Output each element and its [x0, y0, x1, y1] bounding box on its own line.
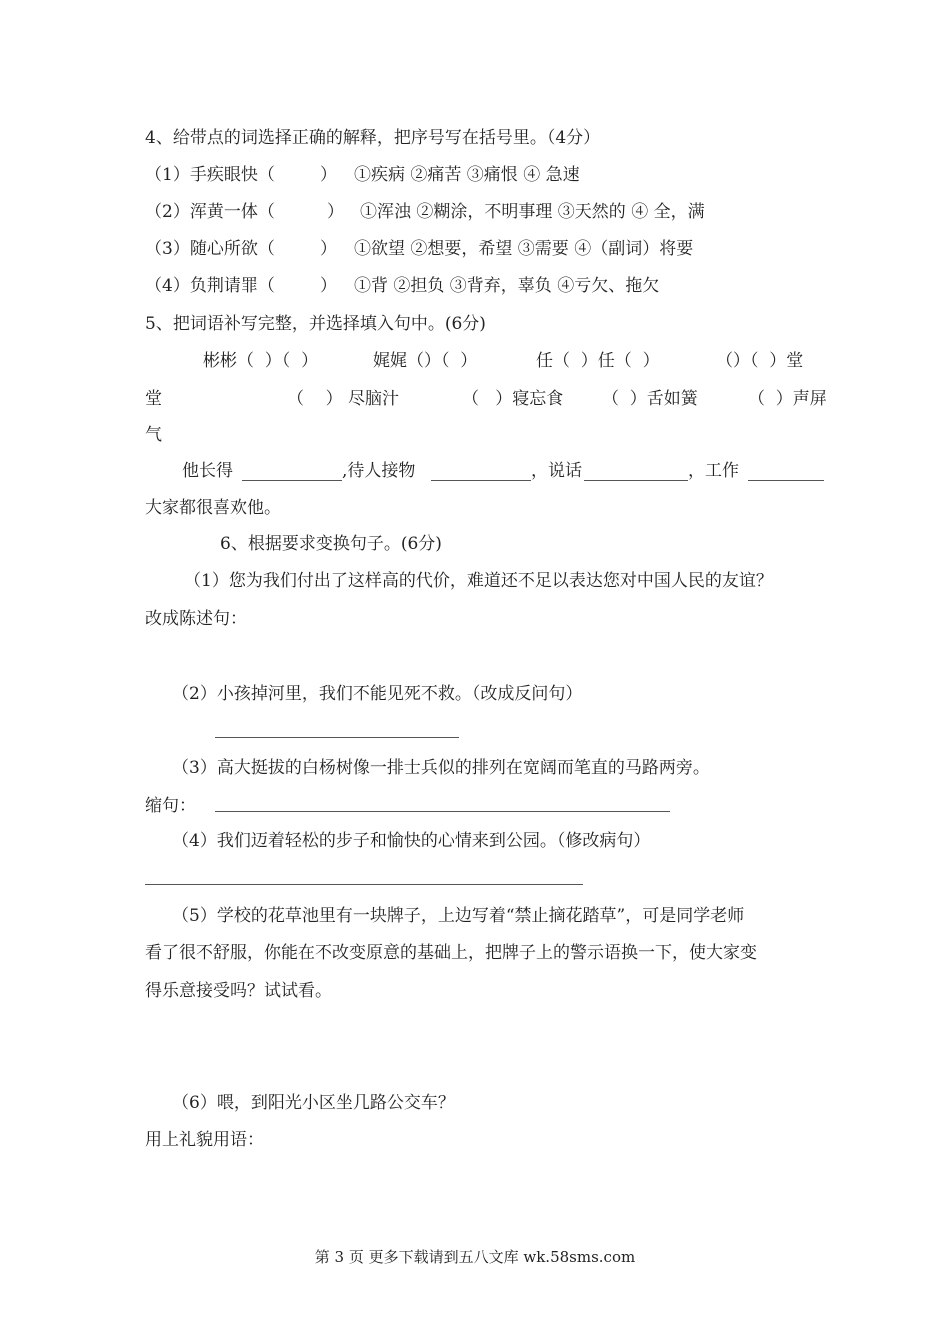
- q4-item-2-word: （2）浑黄一体（: [145, 202, 275, 222]
- q6-title: 6、根据要求变换句子。(6分): [220, 534, 442, 554]
- q6-s5-line-2: 看了很不舒服，你能在不改变原意的基础上，把牌子上的警示语换一下，使大家变: [145, 943, 757, 963]
- q5-word-2: 娓娓（）（ ）: [373, 351, 478, 371]
- q4-item-2-options: ①浑浊 ②糊涂，不明事理 ③天然的 ④ 全，满: [360, 202, 705, 222]
- q6-s2-answer-line[interactable]: [215, 737, 459, 738]
- q4-item-4-word: （4）负荆请罪（: [145, 276, 275, 296]
- q5-sentence-part-2: ,待人接物: [342, 461, 416, 481]
- q5-word-1: 彬彬（ ）（ ）: [203, 351, 319, 371]
- q6-s2: （2）小孩掉河里，我们不能见死不救。（改成反问句）: [172, 684, 583, 704]
- q5-title: 5、把词语补写完整，并选择填入句中。(6分): [145, 314, 486, 334]
- q5-sentence-part-4: ，工作: [688, 461, 739, 481]
- q6-s3-answer-line[interactable]: [215, 811, 670, 812]
- q5-blank-2[interactable]: [431, 480, 531, 481]
- q5-word-4-end: 堂: [145, 389, 162, 409]
- q4-item-2-close: ）: [327, 202, 344, 222]
- q4-item-1-close: ）: [320, 165, 337, 185]
- q6-s5-line-1: （5）学校的花草池里有一块牌子，上边写着“禁止摘花踏草”，可是同学老师: [172, 906, 745, 926]
- q5-sentence-end: 大家都很喜欢他。: [145, 498, 281, 518]
- q5-sentence-part-1: 他长得: [182, 461, 233, 481]
- q4-title: 4、给带点的词选择正确的解释，把序号写在括号里。（4分）: [145, 128, 601, 148]
- q5-blank-4[interactable]: [748, 480, 824, 481]
- q6-s6-task: 用上礼貌用语：: [145, 1130, 264, 1150]
- q6-s4: （4）我们迈着轻松的步子和愉快的心情来到公园。（修改病句）: [172, 831, 651, 851]
- q6-s3: （3）高大挺拔的白杨树像一排士兵似的排列在宽阔而笔直的马路两旁。: [172, 758, 710, 778]
- q5-word-6: （ ）寝忘食: [462, 389, 564, 409]
- q4-item-1-options: ①疾病 ②痛苦 ③痛恨 ④ 急速: [354, 165, 580, 185]
- q6-s6: （6）喂，到阳光小区坐几路公交车？: [172, 1093, 455, 1113]
- page-footer: 第 3 页 更多下载请到五八文库 wk.58sms.com: [314, 1248, 636, 1266]
- q6-s3-task: 缩句：: [145, 796, 196, 816]
- q5-word-4: （）（ ）堂: [716, 351, 804, 371]
- q4-item-3-options: ①欲望 ②想要，希望 ③需要 ④（副词）将要: [354, 239, 694, 259]
- q5-word-7: （ ）舌如簧: [602, 389, 698, 409]
- q6-s1: （1）您为我们付出了这样高的代价，难道还不足以表达您对中国人民的友谊？: [184, 571, 773, 591]
- q5-word-8-end: 气: [145, 425, 162, 445]
- q4-item-4-options: ①背 ②担负 ③背弃，辜负 ④亏欠、拖欠: [354, 276, 660, 296]
- q4-item-3-close: ）: [320, 239, 337, 259]
- q5-sentence-part-3: ，说话: [531, 461, 582, 481]
- q5-word-5: （ ） 尽脑汁: [287, 389, 400, 409]
- q5-word-8: （ ）声屏: [748, 389, 827, 409]
- q6-s5-line-3: 得乐意接受吗？试试看。: [145, 981, 332, 1001]
- q5-blank-3[interactable]: [584, 480, 688, 481]
- q4-item-3-word: （3）随心所欲（: [145, 239, 275, 259]
- q5-word-3: 任（ ）任（ ）: [536, 351, 660, 371]
- q6-s1-task: 改成陈述句：: [145, 609, 247, 629]
- q4-item-4-close: ）: [320, 276, 337, 296]
- q6-s4-answer-line[interactable]: [145, 884, 583, 885]
- q5-blank-1[interactable]: [242, 480, 342, 481]
- q4-item-1-word: （1）手疾眼快（: [145, 165, 275, 185]
